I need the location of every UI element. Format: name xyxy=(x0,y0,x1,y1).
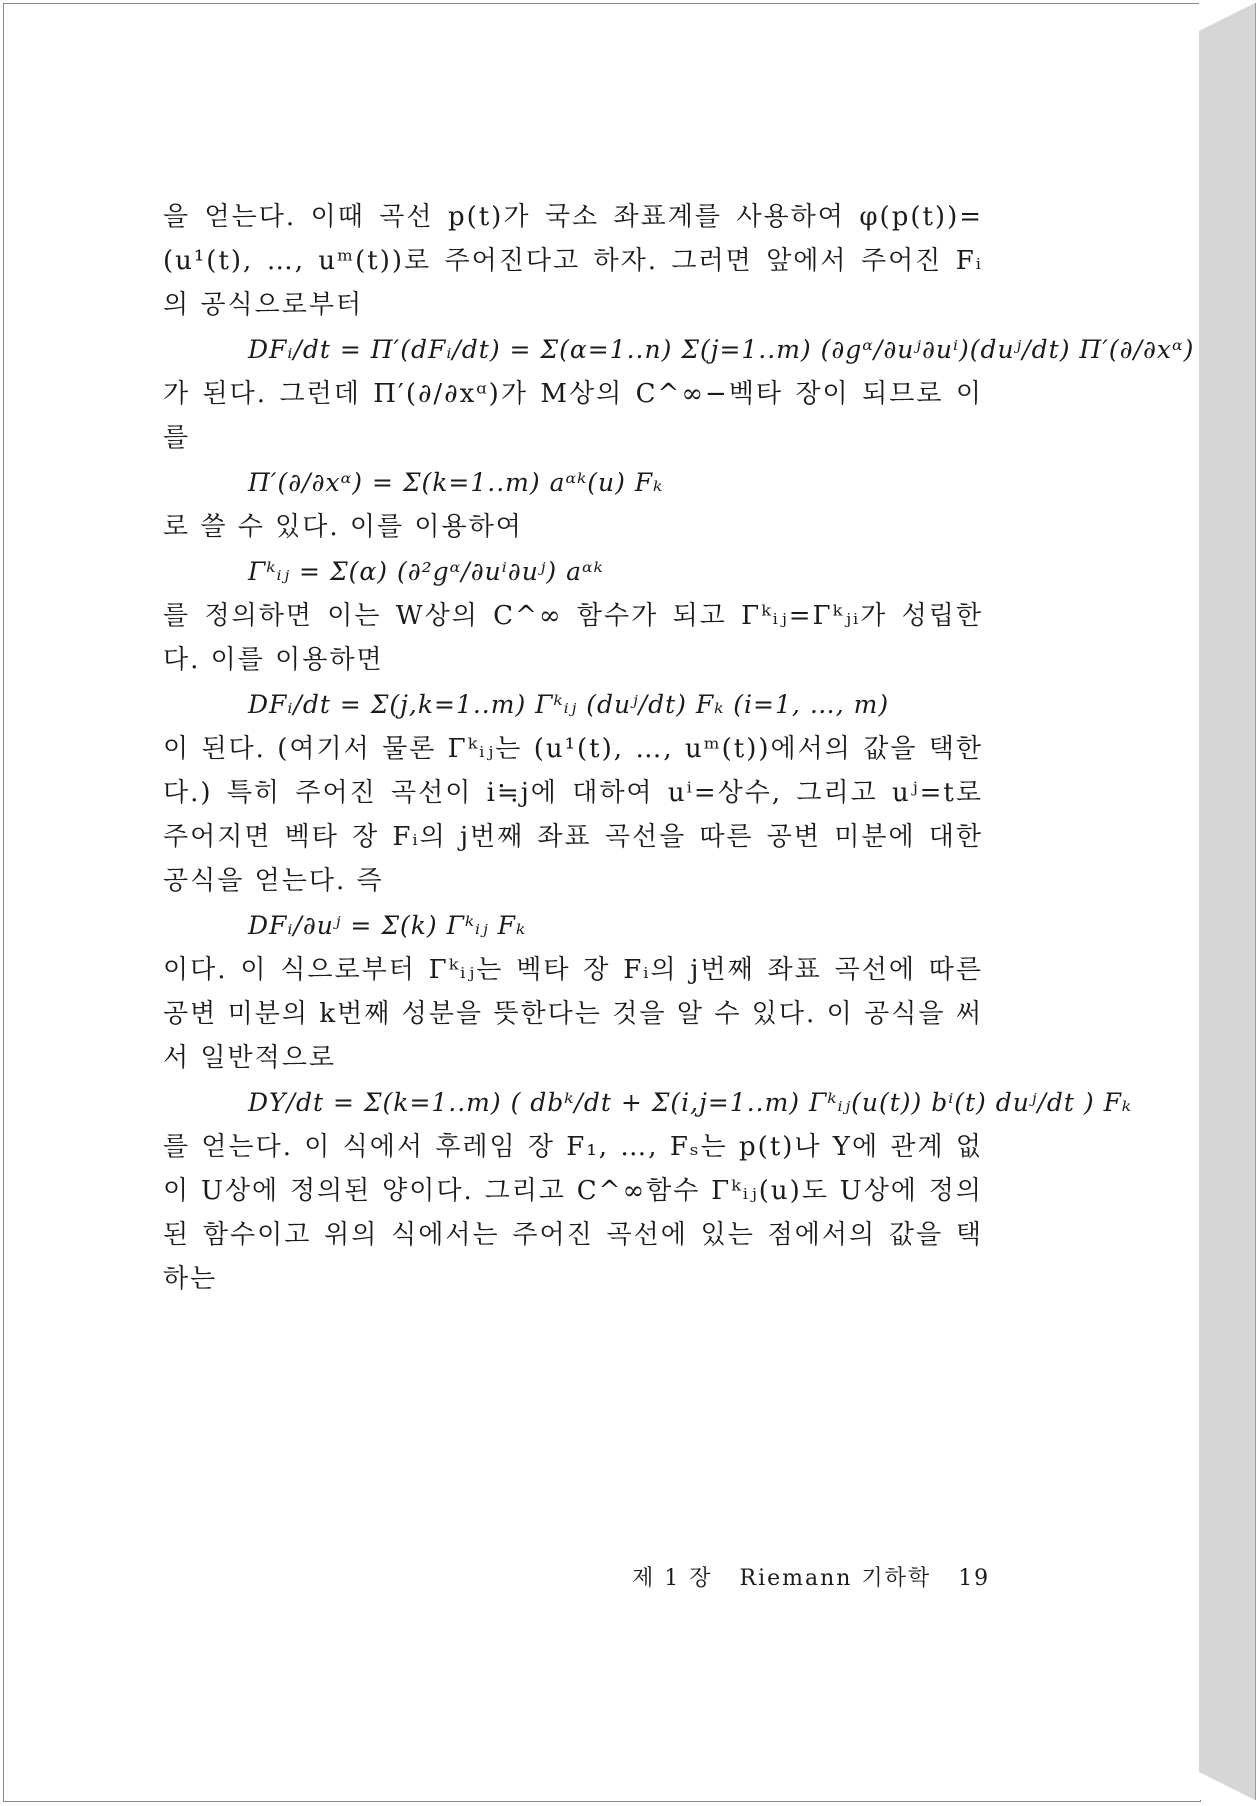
footer-title: Riemann 기하학 xyxy=(739,1566,932,1591)
equation-1: DFᵢ/dt = Π′(dFᵢ/dt) = Σ(α=1..n) Σ(j=1..m) (∂gᵅ/∂uʲ∂uⁱ)(duʲ/dt) Π′(∂/∂xᵅ) xyxy=(248,335,1195,364)
page-body xyxy=(163,195,1195,1301)
page-number: 19 xyxy=(958,1566,991,1591)
equation-4: DFᵢ/dt = Σ(j,k=1..m) Γᵏᵢⱼ (duʲ/dt) Fₖ (i=1, …, m) xyxy=(248,690,890,719)
paragraph-3: 로 쓸 수 있다. 이를 이용하여 xyxy=(163,512,523,542)
paragraph-5: 이 된다. (여기서 물론 Γᵏᵢⱼ는 (u¹(t), …, uᵐ(t))에서의 값을 택한다.) 특히 주어진 곡선이 i≒j에 대하여 uⁱ=상수, 그리고 uʲ=t로 주어지면 벡타 장 Fᵢ의 j번째 좌표 곡선을 따른 공변 미분에 대한 공식을 얻는다. 즉 xyxy=(163,734,983,896)
paragraph-7: 를 얻는다. 이 식에서 후레임 장 F₁, …, Fₛ는 p(t)나 Y에 관계 없이 U상에 정의된 양이다. 그리고 C^∞함수 Γᵏᵢⱼ(u)도 U상에 정의된 함수이고 위의 식에서는 주어진 곡선에 있는 점에서의 값을 택하는 xyxy=(163,1132,983,1294)
paragraph-2: 가 된다. 그런데 Π′(∂/∂xᵅ)가 M상의 C^∞−벡타 장이 되므로 이를 xyxy=(163,379,983,453)
paragraph-4: 를 정의하면 이는 W상의 C^∞ 함수가 되고 Γᵏᵢⱼ=Γᵏⱼᵢ가 성립한다. 이를 이용하면 xyxy=(163,601,983,675)
equation-5: DFᵢ/∂uʲ = Σ(k) Γᵏᵢⱼ Fₖ xyxy=(248,911,527,940)
spine-top-corner xyxy=(1199,3,1255,31)
book-spine xyxy=(1199,3,1256,1800)
running-footer xyxy=(632,1561,1008,1592)
footer-chapter: 제 1 장 xyxy=(632,1566,713,1591)
equation-3: Γᵏᵢⱼ = Σ(α) (∂²gᵅ/∂uⁱ∂uʲ) aᵅᵏ xyxy=(248,557,604,586)
spine-bottom-corner xyxy=(1199,1772,1255,1800)
paragraph-6: 이다. 이 식으로부터 Γᵏᵢⱼ는 벡타 장 Fᵢ의 j번째 좌표 곡선에 따른 공변 미분의 k번째 성분을 뜻한다는 것을 알 수 있다. 이 공식을 써서 일반적으로 xyxy=(163,955,983,1073)
paragraph-1: 을 얻는다. 이때 곡선 p(t)가 국소 좌표계를 사용하여 φ(p(t))=(u¹(t), …, uᵐ(t))로 주어진다고 하자. 그러면 앞에서 주어진 Fᵢ의 공식으로부터 xyxy=(163,202,983,320)
equation-2: Π′(∂/∂xᵅ) = Σ(k=1..m) aᵅᵏ(u) Fₖ xyxy=(248,468,664,497)
equation-6: DY/dt = Σ(k=1..m) ( dbᵏ/dt + Σ(i,j=1..m) Γᵏᵢⱼ(u(t)) bⁱ(t) duʲ/dt ) Fₖ xyxy=(248,1088,1133,1117)
